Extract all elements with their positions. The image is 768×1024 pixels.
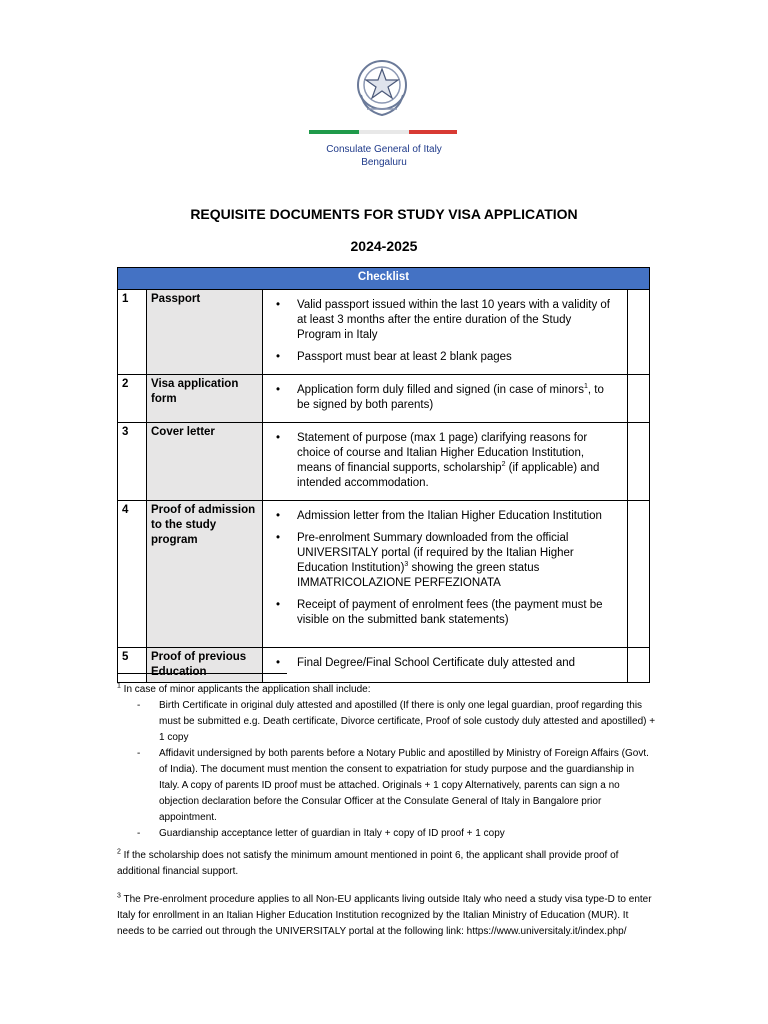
- footnote-2: [117, 848, 657, 880]
- italy-emblem-icon: [353, 55, 411, 121]
- table-row: [118, 501, 650, 648]
- row-label: Visa application form: [147, 375, 263, 423]
- footnote-number: 2: [117, 848, 121, 856]
- consulate-name: Consulate General of Italy: [326, 144, 442, 155]
- footnotes: [117, 682, 657, 940]
- list-item: • Admission letter from the Italian Higher Education Institution: [297, 509, 617, 524]
- item-text: (if applicable) and intended accommodation.: [297, 462, 600, 489]
- row-number: 3: [118, 423, 147, 501]
- item-text: Pre-enrolment Summary downloaded from the official UNIVERSITALY portal (if required by the Italian Higher Education Institution): [297, 532, 574, 574]
- footnote-text: In case of minor applicants the application shall include:: [120, 684, 371, 695]
- document-year: 2024-2025: [350, 238, 418, 254]
- checkbox-cell[interactable]: [628, 290, 650, 375]
- flag-bar-white: [359, 130, 409, 134]
- row-label: Cover letter: [147, 423, 263, 501]
- checkbox-cell[interactable]: [628, 375, 650, 423]
- document-title: REQUISITE DOCUMENTS FOR STUDY VISA APPLICATION: [190, 206, 578, 222]
- row-number: 1: [118, 290, 147, 375]
- item-text: Application form duly filled and signed (in case of minors: [297, 384, 585, 396]
- checkbox-cell[interactable]: [628, 501, 650, 648]
- list-item: • Receipt of payment of enrolment fees (the payment must be visible on the submitted bank statements): [297, 598, 617, 628]
- list-item: - Birth Certificate in original duly attested and apostilled (If there is only one legal guardian, proof regarding this must be submitted e.g. Death certificate, Divorce certificate, Proof of sole custody duly attested and apostilled) + 1 copy: [117, 698, 657, 746]
- list-item: • Passport must bear at least 2 blank pages: [297, 350, 617, 365]
- row-content: [263, 423, 628, 501]
- list-item: [297, 431, 617, 491]
- footnote-ref[interactable]: 1: [584, 383, 588, 391]
- list-item: • Valid passport issued within the last 10 years with a validity of at least 3 months after the entire duration of the Study Program in Italy: [297, 298, 617, 343]
- flag-bar-red: [409, 130, 457, 134]
- checklist-heading: Checklist: [118, 268, 650, 290]
- footnote-number: 3: [117, 892, 121, 900]
- footnote-1: [117, 682, 657, 698]
- item-text: showing the green status IMMATRICOLAZIONE PERFEZIONATA: [297, 562, 540, 589]
- row-label: Proof of previous Education: [147, 648, 263, 683]
- row-content: [263, 648, 628, 683]
- row-content: [263, 501, 628, 648]
- row-number: 5: [118, 648, 147, 683]
- list-item: [297, 531, 617, 591]
- row-label: Passport: [147, 290, 263, 375]
- item-text: Statement of purpose (max 1 page) clarifying reasons for choice of course and Italian Higher Education Institution, means of financial supports, scholarship: [297, 432, 588, 474]
- list-item: - Affidavit undersigned by both parents before a Notary Public and apostilled by Ministry of Foreign Affairs (Govt. of India). The document must mention the consent to expatriation for study purpose and the guardianship in Italy. A copy of parents ID proof must be attached. Originals + 1 copy Alternatively, parents can sign a no objection declaration before the Consular Officer at the Consulate General of Italy in Bangalore prior appointment.: [117, 746, 657, 826]
- footnote-number: 1: [117, 682, 121, 690]
- list-item: • Final Degree/Final School Certificate duly attested and: [297, 656, 617, 671]
- footnote-3: [117, 892, 657, 940]
- row-content: [263, 290, 628, 375]
- row-number: 2: [118, 375, 147, 423]
- table-row: [118, 290, 650, 375]
- table-row: [118, 423, 650, 501]
- checklist-header-row: [118, 268, 650, 290]
- table-row: [118, 375, 650, 423]
- footnote-text: If the scholarship does not satisfy the minimum amount mentioned in point 6, the applicant shall provide proof of additional financial support.: [117, 850, 619, 877]
- item-text: , to be signed by both parents): [297, 384, 604, 411]
- list-item: [297, 383, 617, 413]
- consulate-city: Bengaluru: [361, 157, 407, 168]
- footnote-separator: [117, 673, 287, 674]
- row-number: 4: [118, 501, 147, 648]
- footnote-ref[interactable]: 3: [404, 561, 409, 569]
- footnote-ref[interactable]: 2: [501, 461, 506, 469]
- checkbox-cell[interactable]: [628, 423, 650, 501]
- list-item: - Guardianship acceptance letter of guardian in Italy + copy of ID proof + 1 copy: [117, 826, 657, 842]
- row-content: [263, 375, 628, 423]
- footnote-1-list: [117, 698, 657, 842]
- checkbox-cell[interactable]: [628, 648, 650, 683]
- table-row: [118, 648, 650, 683]
- row-label: Proof of admission to the study program: [147, 501, 263, 648]
- footnote-text: The Pre-enrolment procedure applies to all Non-EU applicants living outside Italy who need a study visa type-D to enter Italy for enrollment in an Italian Higher Education Institution recognized by the Italian Ministry of Education (MUR). It needs to be carried out through the UNIVERSITALY portal at the following link: https://www.universitaly.it/index.php/: [117, 894, 652, 937]
- checklist-table: [117, 267, 650, 683]
- flag-bar-green: [309, 130, 359, 134]
